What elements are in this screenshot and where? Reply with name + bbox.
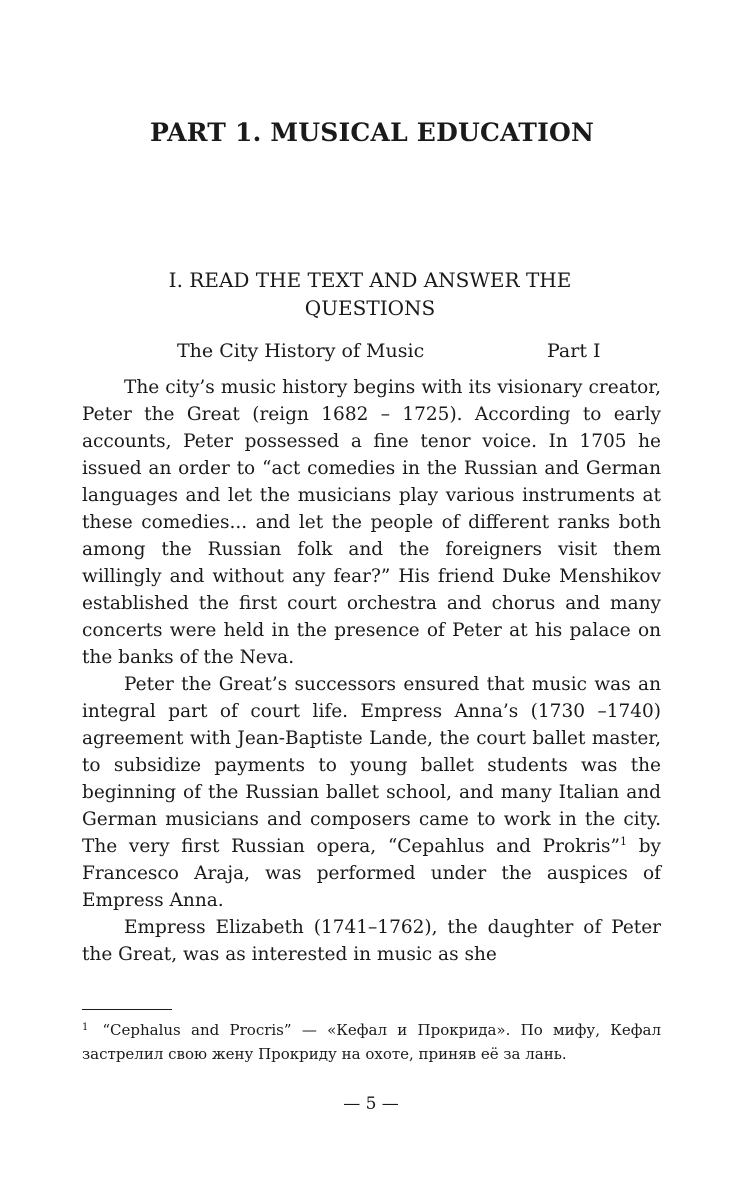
text-part-label: Part I (547, 340, 601, 362)
paragraph-1: The city’s music history begins with its visionary creator, Peter the Great (reign 1682 – 1725). According to early accounts, Peter possessed a fine tenor voice. In 1705 he issued an order to “act comedies in the Russian and German languages and let the musicians play various instruments at these comedies... and let the people of different ranks both among the Russian folk and the foreigners visit them willingly and without any fear?” His friend Duke Menshikov established the first court orchestra and chorus and many concerts were held in the presence of Peter at his palace on the banks of the Neva. (82, 377, 661, 668)
page-number: — 5 — (343, 1094, 399, 1114)
text-title-row (0, 340, 756, 370)
section-title: I. READ THE TEXT AND ANSWER THE QUESTIONS (168, 268, 572, 320)
paragraph-3: Empress Elizabeth (1741–1762), the daughter of Peter the Great, was as interested in music as she (82, 917, 661, 965)
footnote-mark: 1 (82, 1022, 89, 1033)
footnote-text: “Cephalus and Procris” — «Кефал и Прокрида». По мифу, Кефал застрелил свою жену Прокриду на охоте, приняв её за лань. (82, 1021, 661, 1063)
paragraph-2-start: Peter the Great’s successors ensured that music was an integral part of court life. Empress Anna’s (1730 –1740) agreement with Jean-Baptiste Lande, the court ballet master, to subsidize payments to young ballet students was the beginning of the Russian ballet school, and many Italian and German musicians and composers came to work in the city. The very first Russian opera, “Cepahlus and Prokris” (82, 674, 661, 857)
paragraph-2-end: by Francesco Araja, was performed under the auspices of Empress Anna. (82, 836, 661, 911)
part-title: PART 1. MUSICAL EDUCATION (149, 118, 594, 147)
footnote (82, 1016, 661, 1066)
body-text (82, 374, 661, 968)
footnote-reference: 1 (620, 835, 628, 848)
text-title: The City History of Music (177, 340, 425, 362)
footnote-divider (82, 1009, 172, 1010)
paragraph-2 (82, 671, 661, 914)
